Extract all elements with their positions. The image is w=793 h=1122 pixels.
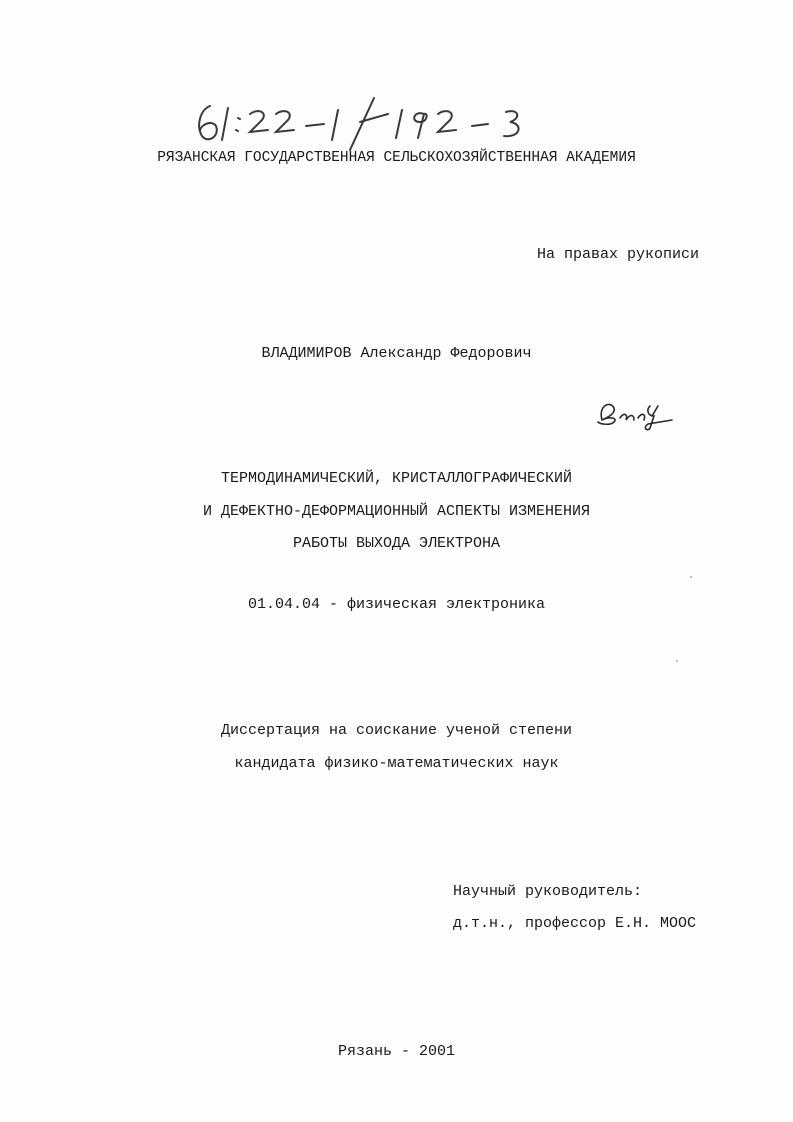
author-signature xyxy=(588,392,678,432)
title-line-3: РАБОТЫ ВЫХОДА ЭЛЕКТРОНА xyxy=(292,535,501,552)
supervisor-label: Научный руководитель: xyxy=(453,883,643,900)
title-line-2: И ДЕФЕКТНО-ДЕФОРМАЦИОННЫЙ АСПЕКТЫ ИЗМЕНЕНИЯ xyxy=(202,503,591,520)
scan-speck xyxy=(690,576,692,578)
handwritten-archive-code xyxy=(188,92,568,152)
dissertation-line-2: кандидата физико-математических наук xyxy=(234,755,559,772)
author-name: ВЛАДИМИРОВ Александр Федорович xyxy=(261,345,532,362)
title-line-1: ТЕРМОДИНАМИЧЕСКИЙ, КРИСТАЛЛОГРАФИЧЕСКИЙ xyxy=(220,470,573,487)
academy-name: РЯЗАНСКАЯ ГОСУДАРСТВЕННАЯ СЕЛЬСКОХОЗЯЙСТВЕННАЯ АКАДЕМИЯ xyxy=(157,150,636,166)
supervisor-name: д.т.н., профессор Е.Н. МООС xyxy=(453,915,697,932)
manuscript-rights-note: На правах рукописи xyxy=(537,246,700,263)
scan-speck xyxy=(676,660,678,662)
dissertation-line-1: Диссертация на соискание ученой степени xyxy=(220,722,573,739)
city-year: Рязань - 2001 xyxy=(337,1043,456,1060)
specialty-code: 01.04.04 - физическая электроника xyxy=(247,596,546,613)
